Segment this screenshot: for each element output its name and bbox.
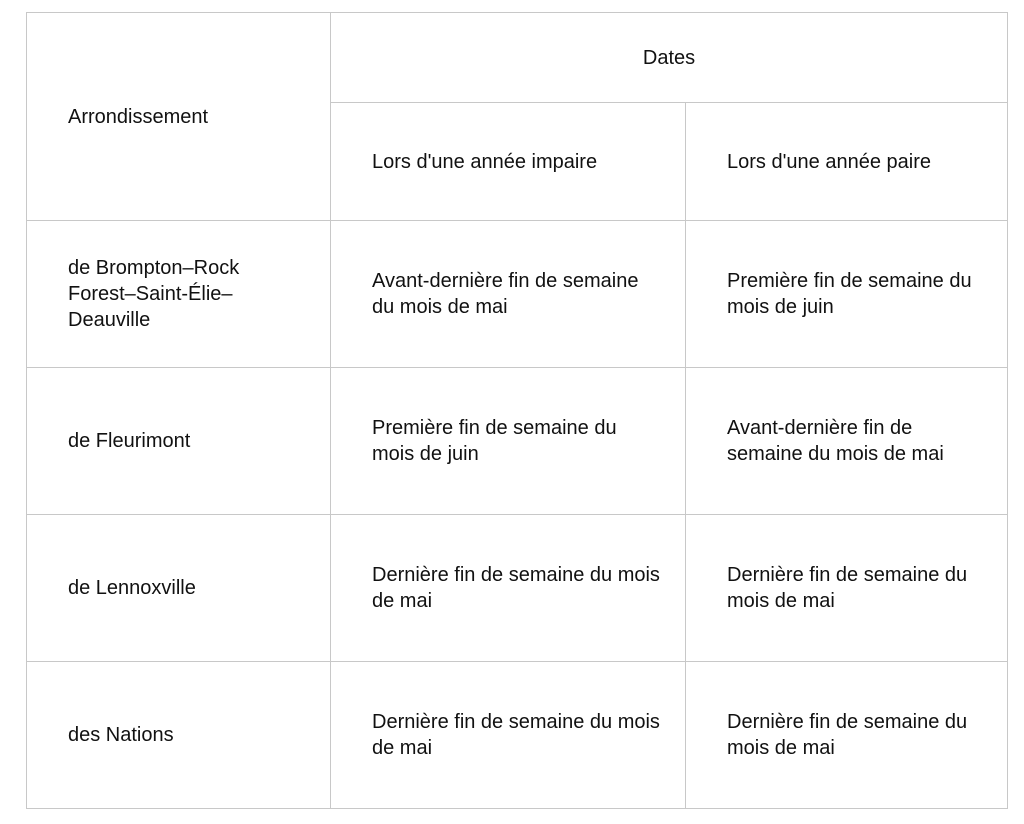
header-row-1	[27, 13, 1008, 103]
table-row	[27, 221, 1008, 368]
cell-even-year: Dernière fin de semaine du mois de mai	[686, 662, 1008, 809]
cell-odd-year: Dernière fin de semaine du mois de mai	[331, 662, 686, 809]
cell-arrondissement: de Fleurimont	[27, 368, 331, 515]
cell-odd-year: Avant-dernière fin de semaine du mois de mai	[331, 221, 686, 368]
schedule-table-container	[26, 12, 1007, 809]
cell-even-year: Première fin de semaine du mois de juin	[686, 221, 1008, 368]
table-row	[27, 662, 1008, 809]
header-dates: Dates	[331, 13, 1008, 103]
cell-even-year: Dernière fin de semaine du mois de mai	[686, 515, 1008, 662]
cell-odd-year: Première fin de semaine du mois de juin	[331, 368, 686, 515]
table-row	[27, 368, 1008, 515]
cell-even-year: Avant-dernière fin de semaine du mois de mai	[686, 368, 1008, 515]
cell-arrondissement: de Lennoxville	[27, 515, 331, 662]
header-even-year: Lors d'une année paire	[686, 103, 1008, 221]
cell-arrondissement: des Nations	[27, 662, 331, 809]
cell-odd-year: Dernière fin de semaine du mois de mai	[331, 515, 686, 662]
header-arrondissement: Arrondissement	[27, 13, 331, 221]
header-odd-year: Lors d'une année impaire	[331, 103, 686, 221]
cell-arrondissement: de Brompton–Rock Forest–Saint-Élie–Deauville	[27, 221, 331, 368]
table-row	[27, 515, 1008, 662]
schedule-table	[26, 12, 1008, 809]
